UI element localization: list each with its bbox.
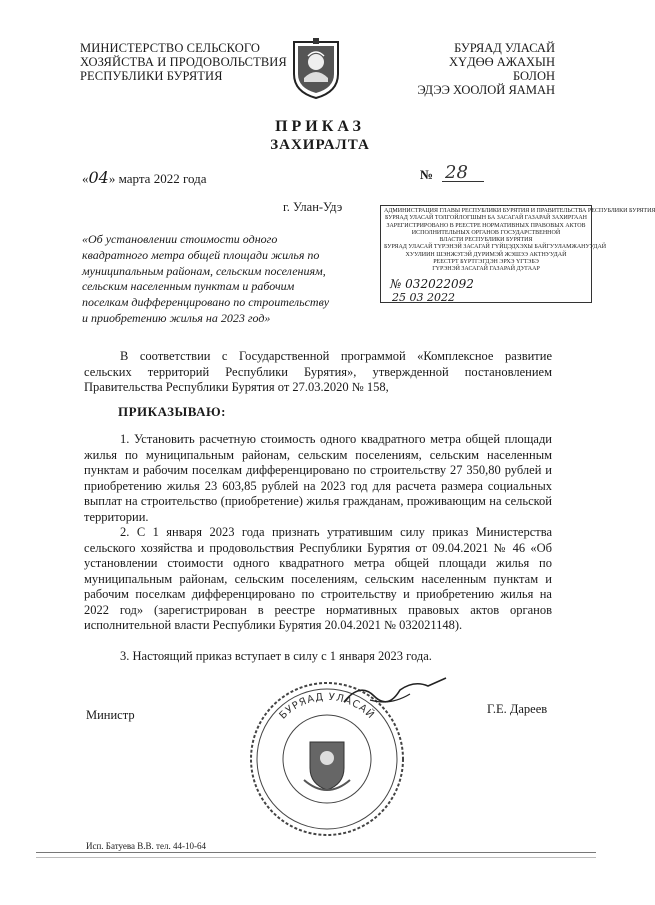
- order-number-label: №: [420, 167, 434, 182]
- stamp-line: ЗАРЕГИСТРИРОВАНО В РЕЕСТРЕ НОРМАТИВНЫХ ПРАВОВЫХ АКТОВ: [386, 222, 586, 229]
- stamp-reg-number: № 032022092: [390, 276, 474, 291]
- order-number: 28: [445, 162, 468, 183]
- ministry-name-line: ЭДЭЭ ХООЛОЙ ЯАМАН: [417, 83, 555, 97]
- city: г. Улан-Удэ: [283, 200, 343, 214]
- stamp-line: АДМИНИСТРАЦИЯ ГЛАВЫ РЕСПУБЛИКИ БУРЯТИЯ И ПРАВИТЕЛЬСТВА РЕСПУБЛИКИ БУРЯТИЯ: [384, 208, 655, 214]
- stamp-reg-date: 25 03 2022: [392, 290, 455, 304]
- executor-info: Исп. Батуева В.В. тел. 44-10-64: [86, 841, 206, 851]
- doc-title: ПРИКАЗ: [275, 118, 365, 135]
- stamp-line: БУРЯАД УЛАСАЙ ТОЛГОЙЛОГШЫН БА ЗАСАГАЙ ГАЗАРАЙ ЗАХИРГААН: [384, 215, 588, 222]
- registration-stamp: [380, 205, 655, 304]
- stamp-line: РЕЕСТРТ БҮРТГЭГДЭН ЭРХЭ ҮГТЭБЭ: [433, 259, 539, 266]
- ministry-name-line: ХҮДӨӨ АЖАХЫН БОЛОН: [449, 55, 555, 83]
- order-word: ПРИКАЗЫВАЮ:: [118, 404, 226, 419]
- date-rest: » марта 2022 года: [108, 171, 207, 186]
- ministry-name-line: ХОЗЯЙСТВА И ПРОДОВОЛЬСТВИЯ: [80, 55, 287, 69]
- date-quote: «: [82, 171, 89, 186]
- ministry-name-line: МИНИСТЕРСТВО СЕЛЬСКОГО: [80, 41, 261, 55]
- ministry-name-bua: [405, 41, 555, 97]
- order-item-2: 2. С 1 января 2023 года признать утратившим силу приказ Министерства сельского хозяйства и продовольствия Республики Бурятия от 09.04.2021 № 46 «Об установлении стоимости одного квадратного метра общей площади жилья по муниципальным районам, сельским поселениям, сельским населенным пунктам и рабочим поселкам дифференцировано по строительству и приобретению жилья на 2022 год» (зарегистрирован в реестре нормативных правовых актов органов исполнительной власти Республики Бурятия 20.04.2021 № 032021148).: [84, 525, 552, 632]
- stamp-line: ВЛАСТИ РЕСПУБЛИКИ БУРЯТИЯ: [439, 237, 533, 244]
- order-item-3: 3. Настоящий приказ вступает в силу с 1 января 2023 года.: [120, 649, 432, 663]
- preamble: В соответствии с Государственной программой «Комплексное развитие сельских территорий Республики Бурятия», утвержденной постановлением Правительства Республики Бурятия от 27.03.2020 № 158,: [84, 349, 552, 394]
- ministry-name-line: РЕСПУБЛИКИ БУРЯТИЯ: [80, 69, 223, 83]
- doc-title-bua: ЗАХИРАЛТА: [270, 137, 370, 153]
- handwritten-signature: [340, 672, 450, 712]
- stamp-line: БУРЯАД УЛАСАЙ ТҮРЭНЭЙ ЗАСАГАЙ ГҮЙЦЭДХЭХЫ БАЙГУУЛАМЖАНУУДАЙ: [384, 244, 607, 251]
- signatory-name: Г.Е. Дареев: [487, 702, 548, 716]
- coat-of-arms-icon: [290, 36, 342, 100]
- order-date: [82, 168, 206, 187]
- order-item-1: 1. Установить расчетную стоимость одного квадратного метра общей площади жилья по муниципальным районам, сельским поселениям, сельским населенным пунктам и рабочим поселкам дифференцировано по строительству 27 350,80 рублей и приобретению жилья 23 603,85 рублей на 2023 год для расчета размера социальных выплат на строительство (приобретение) жилья гражданам, проживающим на сельской территории.: [84, 432, 552, 524]
- order-subject: «Об установлении стоимости одного квадратного метра общей площади жилья по муниципальным районам, сельским поселениям, сельским населенным пунктам и рабочим поселкам дифференцировано по строительству и приобретению жилья на 2023 год»: [82, 232, 330, 325]
- stamp-line: ХУУЛИИН ШЭНЖЭТЭЙ ДҮРИМЭЙ ЖЭШЭЭ АКТНУУДАЙ: [405, 251, 567, 258]
- ministry-name-line: БУРЯАД УЛАСАЙ: [454, 41, 555, 55]
- number-underline: [442, 181, 484, 182]
- signatory-position: Министр: [86, 708, 135, 722]
- seal-text: БУРЯАД УЛАСАЙ: [277, 691, 377, 722]
- footer-divider: [36, 852, 596, 853]
- stamp-line: ГҮРЭНЭЙ ЗАСАГАЙ ГАЗАРАЙ ДУГААР: [432, 266, 540, 273]
- ministry-name-ru: [80, 41, 290, 83]
- stamp-line: ИСПОЛНИТЕЛЬНЫХ ОРГАНОВ ГОСУДАРСТВЕННОЙ: [411, 229, 561, 236]
- footer-divider: [36, 857, 596, 858]
- date-day: 04: [88, 168, 109, 187]
